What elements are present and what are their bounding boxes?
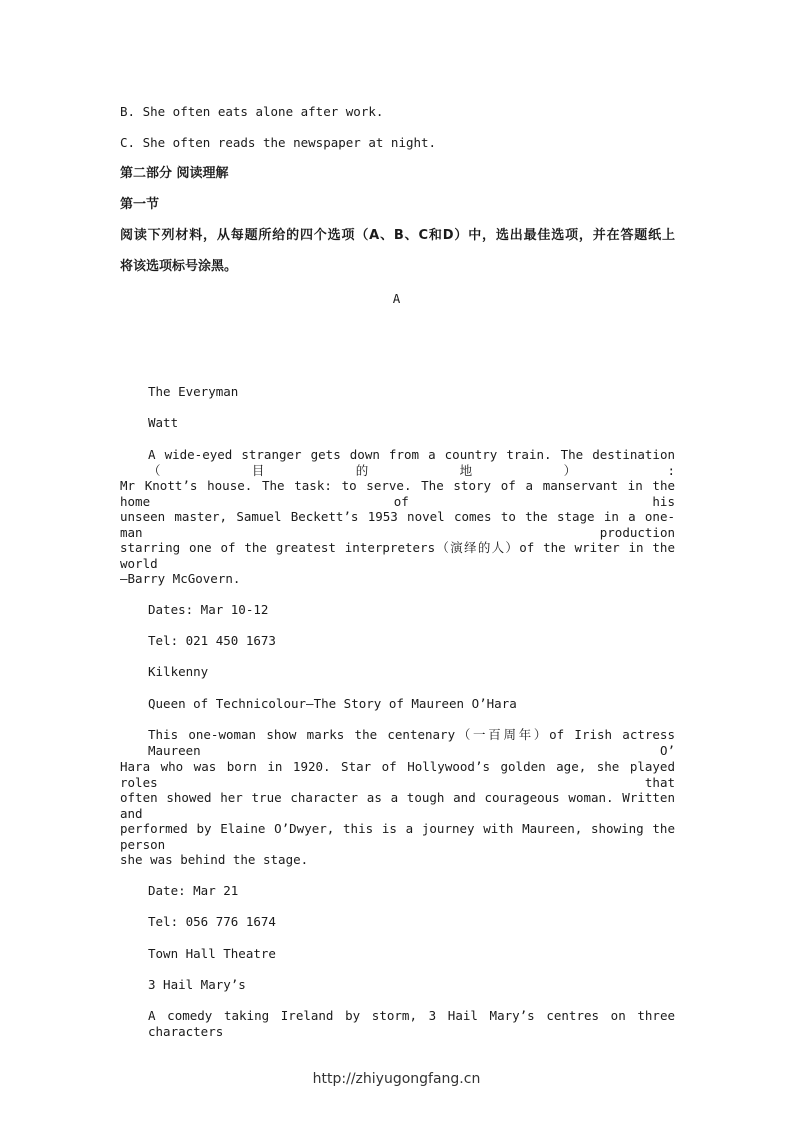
option-c: C. She often reads the newspaper at night. <box>120 135 437 150</box>
show-desc-line: This one-woman show marks the centenary（一百周年）of Irish actress Maureen O’ <box>148 727 675 758</box>
show-desc-line: A comedy taking Ireland by storm, 3 Hail Mary’s centres on three characters <box>148 1008 675 1039</box>
passage-label: A <box>392 291 401 306</box>
instruction-line-1: 阅读下列材料，从每题所给的四个选项（A、B、C和D）中，选出最佳选项，并在答题纸上 <box>120 228 675 243</box>
show-desc-line: Mr Knott’s house. The task: to serve. The story of a manservant in the home of his <box>120 478 675 509</box>
venue-heading: The Everyman <box>148 384 239 399</box>
show-title: Watt <box>148 415 179 430</box>
show-title: 3 Hail Mary’s <box>148 977 246 992</box>
show-desc-line: performed by Elaine O’Dwyer, this is a journey with Maureen, showing the person <box>120 821 675 852</box>
footer-url[interactable]: http://zhiyugongfang.cn <box>312 1071 481 1087</box>
show-tel: Tel: 056 776 1674 <box>148 914 276 929</box>
show-desc-line: often showed her true character as a tough and courageous woman. Written and <box>120 790 675 821</box>
instruction-line-2: 将该选项标号涂黑。 <box>120 259 238 274</box>
venue-heading: Town Hall Theatre <box>148 946 276 961</box>
option-b: B. She often eats alone after work. <box>120 104 384 119</box>
show-desc-line: unseen master, Samuel Beckett’s 1953 novel comes to the stage in a one-man production <box>120 509 675 540</box>
venue-heading: Kilkenny <box>148 664 209 679</box>
show-desc-line: she was behind the stage. <box>120 852 309 867</box>
show-dates: Dates: Mar 10-12 <box>148 602 269 617</box>
section-sub-heading: 第一节 <box>120 197 160 212</box>
show-desc-line: Hara who was born in 1920. Star of Hollywood’s golden age, she played roles that <box>120 759 675 790</box>
show-desc-line: A wide-eyed stranger gets down from a country train. The destination（目的地）: <box>148 447 675 478</box>
show-desc-line: —Barry McGovern. <box>120 571 241 586</box>
show-title: Queen of Technicolour—The Story of Maureen O’Hara <box>148 696 517 711</box>
show-date: Date: Mar 21 <box>148 883 239 898</box>
section-part-heading: 第二部分 阅读理解 <box>120 166 229 181</box>
show-tel: Tel: 021 450 1673 <box>148 633 276 648</box>
show-desc-line: starring one of the greatest interpreters（演绎的人）of the writer in the world <box>120 540 675 571</box>
